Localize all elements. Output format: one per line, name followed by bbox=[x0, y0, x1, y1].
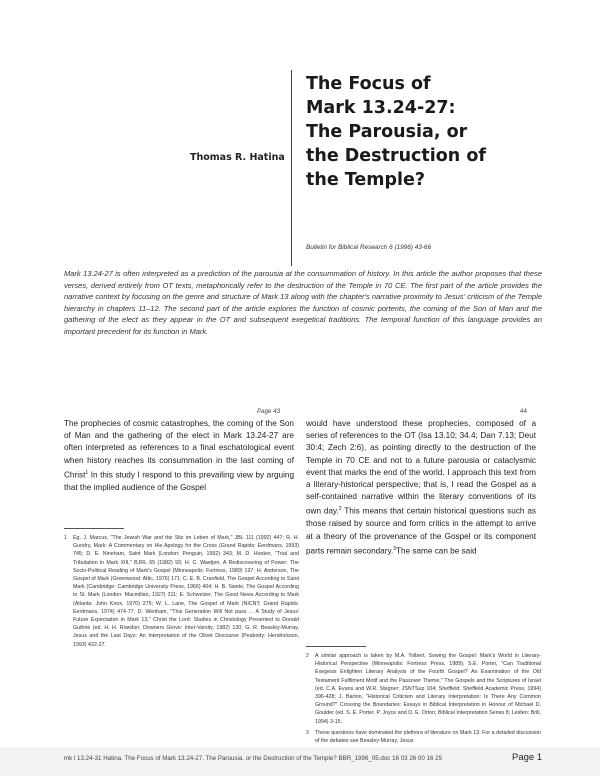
footnote-number: 2 bbox=[306, 653, 309, 659]
page-label-right: 44 bbox=[520, 408, 527, 415]
footnote-text: Eg. J. Marcus, "The Jewish War and the Sitz im Leben of Mark," JBL 111 (1992) 447; R. H. Gundry, Mark: A Commentary on His Apology for the Cross (Grand Rapids: Eerdmans, 1993) 745; D. E. Nineham, Saint Mark (London: Penguin, 1992) 343; M. D. Hooker, "Trial and Tribulation in Mark XIII," BJRL 65 (1982) 93; H. C. Waetjen, A Rediscovering of Power: The Socio-Political Reading of Mark's Gospel (Minneapolis: Fortress, 1989) 197; H. Anderson, The Gospel of Mark (Greenwood: Attic, 1976) 171; C. E. B. Cranfield, The Gospel According to Saint Mark (Cambridge: Cambridge University Press, 1966) 404; H. B. Swete, The Gospel According to St. Mark (London: Macmillan, 1927) 311; E. Schweizer, The Good News According to Mark (Atlanta: John Knox, 1970) 275; W. L. Lane, The Gospel of Mark (NICNT; Grand Rapids: Eerdmans, 1974) 474-77; D. Wenham, "This Generation Will Not pass ... A Study of Jesus' Future Expectation in Mark 13," Christ the Lord: Studies in Christology Presented to Donald Guthrie (ed. H. H. Rowdon; Downers Grove: Inter-Varsity, 1982) 130; G. R. Beasley-Murray, Jesus and the Last Days: An Interpretation of the Olivet Discourse (Peabody: Hendrickson, 1993) 422-27. bbox=[73, 535, 299, 648]
footer-page-number: Page 1 bbox=[512, 752, 543, 763]
footnote bbox=[306, 652, 541, 726]
footnote-rule bbox=[64, 528, 124, 529]
footnote-number: 1 bbox=[64, 535, 67, 541]
page-label-left: Page 43 bbox=[257, 408, 281, 415]
article-title bbox=[306, 72, 566, 192]
body-text: This means that certain historical questions such as those raised by source and form critics in the attempt to arrive at a theory of the provenance of the Gospel or its component parts remain secondary. bbox=[306, 507, 536, 556]
footnote-ref: 3 bbox=[393, 545, 397, 552]
footnote bbox=[306, 729, 541, 745]
footnote-number: 3 bbox=[306, 729, 309, 736]
footnotes-left bbox=[64, 534, 299, 652]
body-text-left bbox=[64, 418, 294, 494]
body-text: In this study I respond to this prevailing view by arguing that the implied audience of the Gospel bbox=[64, 470, 294, 492]
body-text: would have understood these prophecies, composed of a series of references to the OT (Isa 13.10; 34.4; Dan 7.13; Deut 30:4; Zech 2:6), as pointing directly to the destruction of the Temple in 70 CE and not to a future parousia or cataclysmic event that marks the end of the world. I approach this text from a literary-historical perspective; that is, I read the Gospel as a self-contained narrative within the literary conventions of its own day. bbox=[306, 419, 536, 517]
footnote-text: These questions have dominated the plethora of literature on Mark 13. For a detailed discussion of the debates see Beasley-Murray, Jesus bbox=[315, 729, 541, 745]
footnote-ref: 1 bbox=[85, 469, 89, 476]
footnote-ref: 2 bbox=[338, 506, 342, 513]
author-name: Thomas R. Hatina bbox=[190, 152, 285, 163]
footnote-text: A similar approach is taken by M.A. Tolbert, Sowing the Gospel: Mark's World in Literary-Historical Perspective (Minneapolis: Fortress Press, 1989); S.E. Porter, "Can Traditional Exegesis Enlighten Literary Analysis of the Fourth Gospel? An Examination of the Old Testament Fulfilment Motif and the Passover Theme," The Gospels and the Scriptures of Israel (ed. C.A. Evans and W.R. Stegner; JSNTSup 104; Sheffield: Sheffield Academic Press, 1994) 396-428; J. Barton, "Historical Criticism and Literary Interpretation: Is There Any Common Ground?" Crossing the Boundaries: Essays in Biblical Interpretation in Honour of Michael D. Goulder (ed. S. E. Porter, P. Joyce and D. E. Orton; Biblical Interpretation Series 8; Leiden: Brill, 1994) 3-15. bbox=[315, 653, 541, 725]
title-line: The Parousia, or bbox=[306, 122, 468, 142]
journal-citation: Bulletin for Biblical Research 6 (1996) 43-66 bbox=[306, 244, 432, 251]
body-text-right bbox=[306, 418, 536, 558]
footnote-rule bbox=[306, 646, 366, 647]
title-line: the Destruction of bbox=[306, 146, 486, 166]
abstract: Mark 13.24-27 is often interpreted as a prediction of the parousia at the consummation of history. In this article the author proposes that these verses, derived entirely from OT texts, metaphorically refer to the destruction of the Temple in 70 CE. The first part of the article provides the narrative context by focusing on the genre and structure of Mark 13 along with the chapter's narrative proximity to Jesus' criticism of the Temple hierarchy in chapters 11–12. The second part of the article explores the function of cosmic portents, the coming of the Son of Man and the gathering of the elect as they appear in the OT and subsequent exegetical traditions. The temporal function of this language provides an important precedent for its function in Mark. bbox=[64, 269, 542, 336]
title-line: The Focus of bbox=[306, 74, 431, 94]
footer-file-info: mk l 13.24-31 Hatina, The Focus of Mark 13.24-27, The Parousia, or the Destruction of the Temple? BBR_1996_05.doc 16 03 26 00 16 25 bbox=[64, 755, 443, 762]
footnote bbox=[64, 534, 299, 649]
body-text: The same can be said bbox=[396, 546, 477, 556]
title-line: the Temple? bbox=[306, 170, 426, 190]
footnotes-right bbox=[306, 652, 541, 748]
title-divider bbox=[291, 70, 292, 266]
body-text: The prophecies of cosmic catastrophes, the coming of the Son of Man and the gathering of the elect in Mark 13.24-27 are often interpreted as references to a final eschatological event when history reaches its consummation in the last coming of Christ bbox=[64, 419, 294, 480]
title-line: Mark 13.24-27: bbox=[306, 98, 456, 118]
